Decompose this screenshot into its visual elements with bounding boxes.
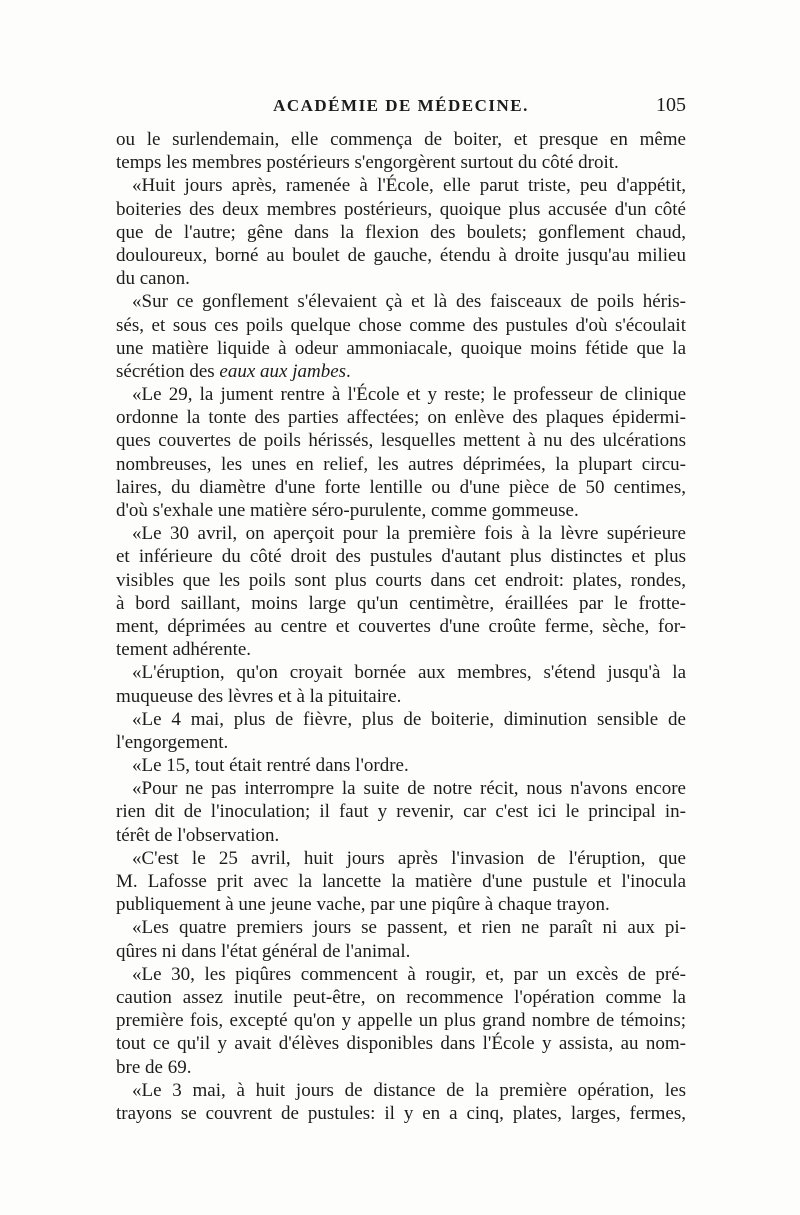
text-line [116,476,686,499]
text-line [116,151,686,174]
text-line [116,221,686,244]
text-line [116,777,686,800]
italic-phrase: eaux aux jambes [219,360,347,382]
text-line [116,360,686,383]
text-line [116,545,686,568]
text-line [116,290,686,313]
text-line [116,731,686,754]
text-line-content: temps les membres postérieurs s'engorgèrent surtout du côté droit. [116,152,619,174]
text-line-content: térêt de l'observation. [116,824,280,846]
text-line-content: laires, du diamètre d'une forte lentille ou d'une pièce de 50 centimes, [116,476,686,498]
text-line [116,916,686,939]
text-line [116,406,686,429]
text-line-content: «Pour ne pas interrompre la suite de notre récit, nous n'avons encore [132,778,686,800]
text-line [116,963,686,986]
text-line [116,615,686,638]
text-line-content: caution assez inutile peut-être, on recommence l'opération comme la [116,986,686,1008]
text-line-content: muqueuse des lèvres et à la pituitaire. [116,685,402,707]
text-line-content: rien dit de l'inoculation; il faut y revenir, car c'est ici le principal in- [116,801,686,823]
text-line [116,1102,686,1125]
running-title: ACADÉMIE DE MÉDECINE. [273,96,529,115]
text-line [116,661,686,684]
text-line-content: ques couvertes de poils hérissés, lesquelles mettent à nu des ulcérations [116,430,686,452]
text-line [116,800,686,823]
text-line [116,685,686,708]
text-line-content: «Le 15, tout était rentré dans l'ordre. [132,755,409,777]
text-line-content: l'engorgement. [116,731,229,753]
text-line [116,824,686,847]
text-line [116,569,686,592]
text-line [116,754,686,777]
text-line-content: «Le 30, les piqûres commencent à rougir, et, par un excès de pré- [132,963,686,985]
text-line-tail: . [346,360,351,382]
text-line [116,174,686,197]
text-line-content: douloureux, borné au boulet de gauche, étendu à droite jusqu'au milieu [116,244,686,266]
text-line [116,267,686,290]
text-line [116,940,686,963]
text-line [116,1032,686,1055]
text-line-content: d'où s'exhale une matière séro-purulente, comme gommeuse. [116,500,579,521]
text-line-content: nombreuses, les unes en relief, les autres déprimées, la plupart circu- [116,453,686,475]
text-line-content: qûres ni dans l'état général de l'animal. [116,940,411,962]
text-line-content: que de l'autre; gêne dans la flexion des boulets; gonflement chaud, [116,221,686,243]
text-line-content: publiquement à une jeune vache, par une piqûre à chaque trayon. [116,894,610,916]
text-line-content: boiteries des deux membres postérieurs, quoique plus accusée d'un côté [116,198,686,220]
text-line-content: une matière liquide à odeur ammoniacale, quoique moins fétide que la [116,337,686,359]
text-line-content: ou le surlendemain, elle commença de boiter, et presque en même [116,129,686,150]
page-number: 105 [656,94,686,116]
text-line [116,1009,686,1032]
text-line [116,893,686,916]
text-line-content: «L'éruption, qu'on croyait bornée aux membres, s'étend jusqu'à la [132,662,686,684]
text-line-content: «Le 30 avril, on aperçoit pour la première fois à la lèvre supérieure [132,523,686,545]
text-line-content: première fois, excepté qu'on y appelle un plus grand nombre de témoins; [116,1010,686,1032]
text-line [116,429,686,452]
text-line-content: ment, déprimées au centre et couvertes d'une croûte ferme, sèche, for- [116,615,686,637]
text-line-content: sécrétion des [116,360,220,382]
text-line-content: «Huit jours après, ramenée à l'École, elle parut triste, peu d'appétit, [132,175,686,197]
text-line-content: «Le 29, la jument rentre à l'École et y reste; le professeur de clinique [132,384,686,406]
text-line [116,1056,686,1079]
text-line [116,708,686,731]
text-line-content: «Le 3 mai, à huit jours de distance de la première opération, les [132,1079,686,1101]
text-line [116,128,686,151]
text-line [116,638,686,661]
text-line [116,847,686,870]
text-line [116,986,686,1009]
text-line [116,198,686,221]
text-line [116,870,686,893]
text-line-content: «Sur ce gonflement s'élevaient çà et là des faisceaux de poils héris- [132,291,686,313]
text-line [116,314,686,337]
text-line-content: trayons se couvrent de pustules: il y en a cinq, plates, larges, fermes, [116,1102,686,1124]
text-line-content: ordonne la tonte des parties affectées; on enlève des plaques épidermi- [116,407,686,429]
text-line-content: sés, et sous ces poils quelque chose comme des pustules d'où s'écoulait [116,314,686,336]
text-line [116,383,686,406]
page-header [116,94,686,122]
text-line-content: «Le 4 mai, plus de fièvre, plus de boiterie, diminution sensible de [132,708,686,730]
text-line [116,337,686,360]
text-line [116,244,686,267]
body-text [116,128,686,1125]
text-line-content: M. Lafosse prit avec la lancette la matière d'une pustule et l'inocula [116,871,686,892]
text-line [116,499,686,522]
text-line-content: et inférieure du côté droit des pustules d'autant plus distinctes et plus [116,546,686,568]
text-line [116,592,686,615]
text-line [116,453,686,476]
text-line [116,522,686,545]
text-line [116,1079,686,1102]
text-line-content: bre de 69. [116,1056,192,1078]
text-line-content: à bord saillant, moins large qu'un centimètre, éraillées par le frotte- [116,592,686,614]
text-line-content: tement adhérente. [116,639,252,661]
text-line-content: «Les quatre premiers jours se passent, et rien ne paraît ni aux pi- [132,917,686,939]
text-line-content: du canon. [116,268,190,290]
text-line-content: «C'est le 25 avril, huit jours après l'invasion de l'éruption, que [132,847,686,869]
text-line-content: visibles que les poils sont plus courts dans cet endroit: plates, rondes, [116,569,686,591]
text-line-content: tout ce qu'il y avait d'élèves disponibles dans l'École y assista, au nom- [116,1033,686,1055]
